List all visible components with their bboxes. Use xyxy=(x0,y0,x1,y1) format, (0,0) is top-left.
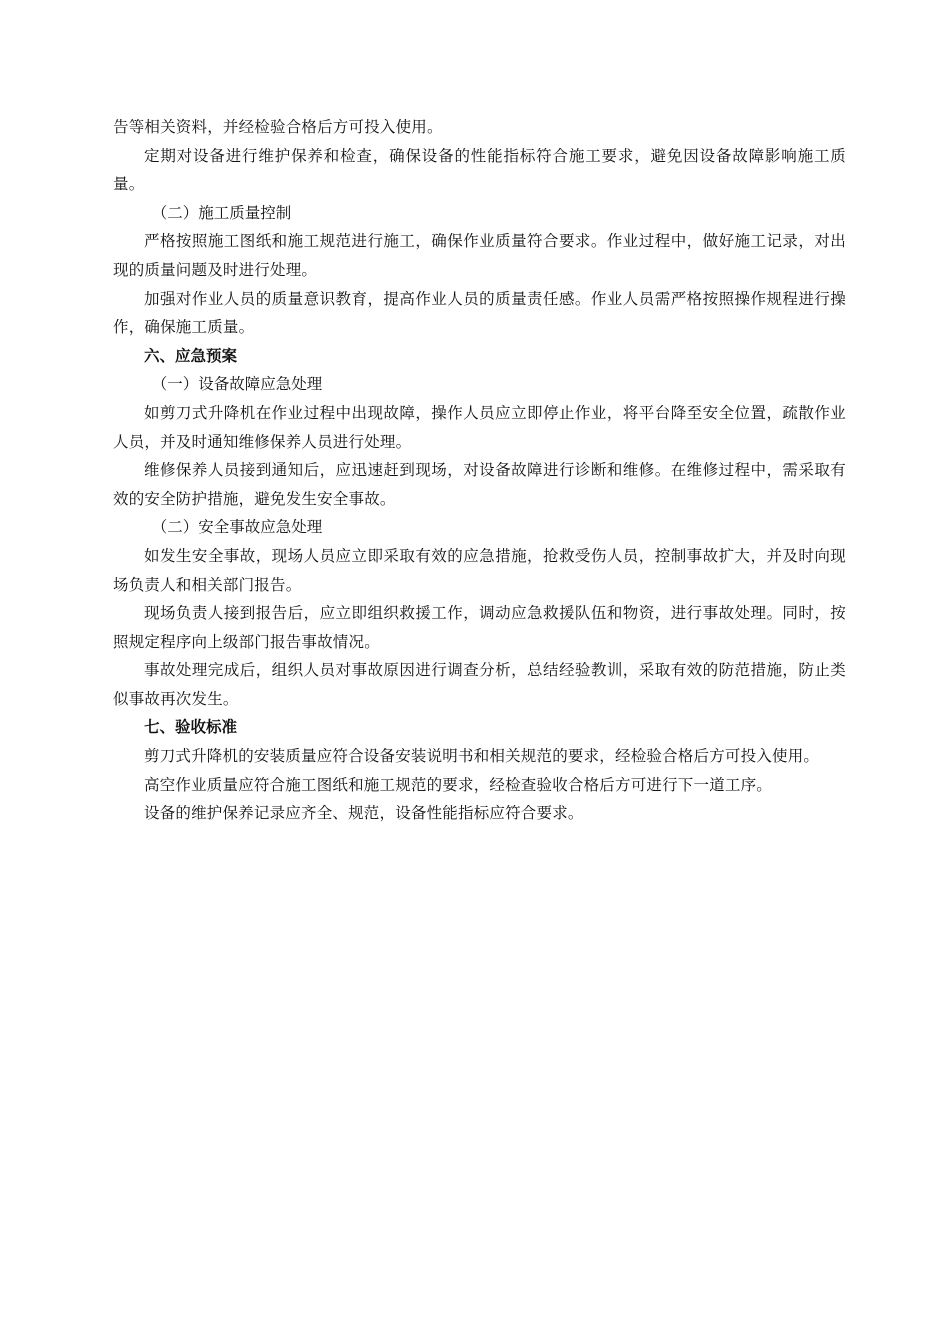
subheading-equipment-fault-emergency: （一）设备故障应急处理 xyxy=(151,375,323,394)
paragraph-fault-response: 如剪刀式升降机在作业过程中出现故障，操作人员应立即停止作业，将平台降至安全位置，疏散作业人员，并及时通知维修保养人员进行处理。 xyxy=(113,403,846,451)
subheading-construction-quality-control: （二）施工质量控制 xyxy=(151,203,292,222)
document-page xyxy=(113,113,846,828)
paragraph-accident-investigation: 事故处理完成后，组织人员对事故原因进行调查分析，总结经验教训，采取有效的防范措施，防止类似事故再次发生。 xyxy=(113,661,846,708)
paragraph-continuation: 告等相关资料，并经检验合格后方可投入使用。 xyxy=(113,118,443,136)
section-heading-emergency-plan: 六、应急预案 xyxy=(144,346,238,365)
paragraph-accident-response: 如发生安全事故，现场人员应立即采取有效的应急措施，抢救受伤人员，控制事故扩大，并及时向现场负责人和相关部门报告。 xyxy=(113,546,846,594)
paragraph-equipment-maintenance: 定期对设备进行维护保养和检查，确保设备的性能指标符合施工要求，避免因设备故障影响施工质量。 xyxy=(113,146,846,194)
paragraph-construction-standards: 严格按照施工图纸和施工规范进行施工，确保作业质量符合要求。作业过程中，做好施工记录，对出现的质量问题及时进行处理。 xyxy=(113,232,846,279)
paragraph-quality-education: 加强对作业人员的质量意识教育，提高作业人员的质量责任感。作业人员需严格按照操作规程进行操作，确保施工质量。 xyxy=(113,289,846,337)
paragraph-repair-response: 维修保养人员接到通知后，应迅速赶到现场，对设备故障进行诊断和维修。在维修过程中，需采取有效的安全防护措施，避免发生安全事故。 xyxy=(113,461,846,508)
section-heading-acceptance-criteria: 七、验收标准 xyxy=(144,718,238,737)
paragraph-rescue-organization: 现场负责人接到报告后，应立即组织救援工作，调动应急救援队伍和物资，进行事故处理。同时，按照规定程序向上级部门报告事故情况。 xyxy=(113,604,846,651)
subheading-safety-accident-emergency: （二）安全事故应急处理 xyxy=(151,518,323,537)
paragraph-installation-acceptance: 剪刀式升降机的安装质量应符合设备安装说明书和相关规范的要求，经检验合格后方可投入使用。 xyxy=(144,747,820,766)
paragraph-work-acceptance: 高空作业质量应符合施工图纸和施工规范的要求，经检查验收合格后方可进行下一道工序。 xyxy=(144,775,773,794)
paragraph-maintenance-records: 设备的维护保养记录应齐全、规范，设备性能指标应符合要求。 xyxy=(144,804,584,823)
